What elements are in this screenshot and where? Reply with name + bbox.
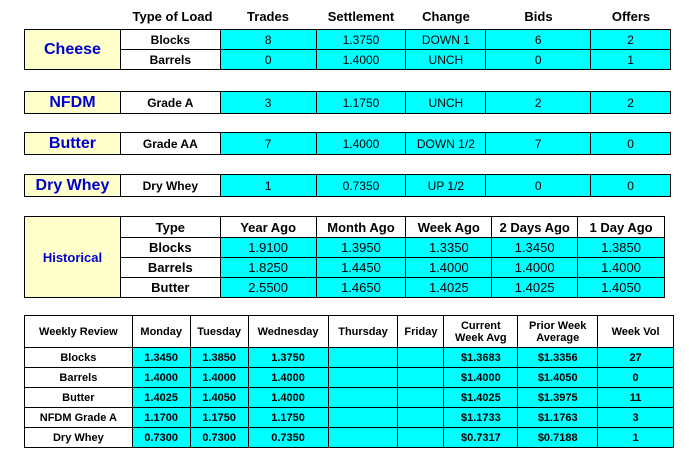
weekly-wednesday-cell: 1.1750 bbox=[248, 408, 328, 428]
cheese-label: Cheese bbox=[25, 30, 121, 70]
historical-cell: 1.3450 bbox=[492, 238, 578, 258]
header-trades: Trades bbox=[247, 9, 289, 24]
weekly-monday-cell: 1.1700 bbox=[132, 408, 190, 428]
weekly-thursday-cell bbox=[328, 408, 398, 428]
weekly-header-current-week-avg bbox=[444, 316, 518, 348]
drywhey-settlement: 0.7350 bbox=[316, 175, 406, 197]
drywhey-trades: 1 bbox=[220, 175, 316, 197]
header-bids: Bids bbox=[524, 9, 553, 24]
weekly-prior-avg-cell: $1.3975 bbox=[518, 388, 598, 408]
weekly-friday-cell bbox=[398, 388, 444, 408]
nfdm-bids: 2 bbox=[486, 92, 591, 114]
nfdm-table bbox=[24, 91, 671, 114]
historical-cell: 1.8250 bbox=[220, 258, 316, 278]
butter-offers: 0 bbox=[591, 133, 671, 155]
weekly-wednesday-cell: 0.7350 bbox=[248, 428, 328, 448]
cheese-blocks-offers: 2 bbox=[591, 30, 671, 50]
historical-cell: 2.5500 bbox=[220, 278, 316, 298]
weekly-current-avg-cell: $1.1733 bbox=[444, 408, 518, 428]
nfdm-label: NFDM bbox=[25, 92, 121, 114]
weekly-friday-cell bbox=[398, 428, 444, 448]
weekly-header-review: Weekly Review bbox=[25, 316, 133, 348]
weekly-thursday-cell bbox=[328, 368, 398, 388]
header-type-of-load: Type of Load bbox=[132, 9, 213, 24]
weekly-header-prior-line2: Average bbox=[536, 331, 580, 344]
weekly-monday-cell: 1.3450 bbox=[132, 348, 190, 368]
weekly-wednesday-cell: 1.4000 bbox=[248, 368, 328, 388]
weekly-prior-avg-cell: $1.4050 bbox=[518, 368, 598, 388]
cheese-barrels-change: UNCH bbox=[406, 50, 486, 70]
weekly-header-thursday: Thursday bbox=[328, 316, 398, 348]
historical-header-2-days-ago: 2 Days Ago bbox=[492, 217, 578, 238]
weekly-row-label: Barrels bbox=[25, 368, 133, 388]
drywhey-change: UP 1/2 bbox=[406, 175, 486, 197]
weekly-prior-avg-cell: $1.1763 bbox=[518, 408, 598, 428]
weekly-row-label: Dry Whey bbox=[25, 428, 133, 448]
weekly-review-table bbox=[24, 315, 674, 448]
historical-header-month-ago: Month Ago bbox=[316, 217, 406, 238]
nfdm-change: UNCH bbox=[406, 92, 486, 114]
weekly-monday-cell: 0.7300 bbox=[132, 428, 190, 448]
drywhey-label: Dry Whey bbox=[25, 175, 121, 197]
weekly-monday-cell: 1.4025 bbox=[132, 388, 190, 408]
weekly-tuesday-cell: 1.4000 bbox=[190, 368, 248, 388]
historical-cell: 1.4000 bbox=[406, 258, 492, 278]
butter-type: Grade AA bbox=[120, 133, 220, 155]
drywhey-type: Dry Whey bbox=[120, 175, 220, 197]
weekly-vol-cell: 11 bbox=[598, 388, 674, 408]
historical-row-label: Blocks bbox=[120, 238, 220, 258]
historical-cell: 1.4000 bbox=[578, 258, 665, 278]
cheese-blocks-type: Blocks bbox=[120, 30, 220, 50]
historical-cell: 1.4450 bbox=[316, 258, 406, 278]
weekly-wednesday-cell: 1.4000 bbox=[248, 388, 328, 408]
nfdm-trades: 3 bbox=[220, 92, 316, 114]
cheese-barrels-trades: 0 bbox=[220, 50, 316, 70]
weekly-header-prior-line1: Prior Week bbox=[529, 319, 587, 332]
weekly-header-friday: Friday bbox=[398, 316, 444, 348]
weekly-header-wednesday: Wednesday bbox=[248, 316, 328, 348]
header-settlement: Settlement bbox=[327, 9, 395, 24]
nfdm-settlement: 1.1750 bbox=[316, 92, 406, 114]
weekly-vol-cell: 3 bbox=[598, 408, 674, 428]
weekly-friday-cell bbox=[398, 348, 444, 368]
butter-change: DOWN 1/2 bbox=[406, 133, 486, 155]
weekly-prior-avg-cell: $0.7188 bbox=[518, 428, 598, 448]
butter-table bbox=[24, 132, 671, 155]
historical-cell: 1.3350 bbox=[406, 238, 492, 258]
weekly-header-week-vol: Week Vol bbox=[598, 316, 674, 348]
cheese-blocks-settlement: 1.3750 bbox=[316, 30, 406, 50]
historical-row-label: Barrels bbox=[120, 258, 220, 278]
weekly-tuesday-cell: 1.1750 bbox=[190, 408, 248, 428]
nfdm-type: Grade A bbox=[120, 92, 220, 114]
butter-bids: 7 bbox=[486, 133, 591, 155]
header-offers: Offers bbox=[611, 9, 651, 24]
cheese-barrels-type: Barrels bbox=[120, 50, 220, 70]
weekly-friday-cell bbox=[398, 368, 444, 388]
historical-header-type: Type bbox=[120, 217, 220, 238]
drywhey-offers: 0 bbox=[591, 175, 671, 197]
drywhey-table bbox=[24, 174, 671, 197]
historical-cell: 1.4025 bbox=[492, 278, 578, 298]
weekly-vol-cell: 0 bbox=[598, 368, 674, 388]
weekly-current-avg-cell: $1.4000 bbox=[444, 368, 518, 388]
weekly-tuesday-cell: 1.3850 bbox=[190, 348, 248, 368]
weekly-row-label: Butter bbox=[25, 388, 133, 408]
weekly-row-label: NFDM Grade A bbox=[25, 408, 133, 428]
weekly-thursday-cell bbox=[328, 348, 398, 368]
historical-cell: 1.4025 bbox=[406, 278, 492, 298]
cheese-barrels-bids: 0 bbox=[486, 50, 591, 70]
weekly-current-avg-cell: $1.3683 bbox=[444, 348, 518, 368]
weekly-tuesday-cell: 0.7300 bbox=[190, 428, 248, 448]
historical-cell: 1.9100 bbox=[220, 238, 316, 258]
weekly-friday-cell bbox=[398, 408, 444, 428]
weekly-wednesday-cell: 1.3750 bbox=[248, 348, 328, 368]
historical-cell: 1.4050 bbox=[578, 278, 665, 298]
weekly-current-avg-cell: $1.4025 bbox=[444, 388, 518, 408]
historical-label: Historical bbox=[25, 217, 121, 298]
weekly-thursday-cell bbox=[328, 428, 398, 448]
historical-header-year-ago: Year Ago bbox=[220, 217, 316, 238]
drywhey-bids: 0 bbox=[486, 175, 591, 197]
cheese-table bbox=[24, 29, 671, 70]
cheese-barrels-offers: 1 bbox=[591, 50, 671, 70]
butter-trades: 7 bbox=[220, 133, 316, 155]
weekly-thursday-cell bbox=[328, 388, 398, 408]
weekly-vol-cell: 1 bbox=[598, 428, 674, 448]
weekly-header-prior-week-average bbox=[518, 316, 598, 348]
butter-settlement: 1.4000 bbox=[316, 133, 406, 155]
cheese-blocks-trades: 8 bbox=[220, 30, 316, 50]
header-change: Change bbox=[422, 9, 470, 24]
weekly-header-current-line1: Current bbox=[460, 319, 501, 332]
weekly-prior-avg-cell: $1.3356 bbox=[518, 348, 598, 368]
historical-header-week-ago: Week Ago bbox=[406, 217, 492, 238]
historical-cell: 1.4000 bbox=[492, 258, 578, 278]
historical-header-1-day-ago: 1 Day Ago bbox=[578, 217, 665, 238]
historical-cell: 1.4650 bbox=[316, 278, 406, 298]
cheese-barrels-settlement: 1.4000 bbox=[316, 50, 406, 70]
weekly-current-avg-cell: $0.7317 bbox=[444, 428, 518, 448]
cheese-blocks-change: DOWN 1 bbox=[406, 30, 486, 50]
weekly-header-monday: Monday bbox=[132, 316, 190, 348]
nfdm-offers: 2 bbox=[591, 92, 671, 114]
cheese-blocks-bids: 6 bbox=[486, 30, 591, 50]
weekly-tuesday-cell: 1.4050 bbox=[190, 388, 248, 408]
weekly-monday-cell: 1.4000 bbox=[132, 368, 190, 388]
historical-cell: 1.3950 bbox=[316, 238, 406, 258]
weekly-header-current-line2: Week Avg bbox=[455, 331, 507, 344]
historical-cell: 1.3850 bbox=[578, 238, 665, 258]
historical-table bbox=[24, 216, 665, 298]
historical-row-label: Butter bbox=[120, 278, 220, 298]
weekly-vol-cell: 27 bbox=[598, 348, 674, 368]
weekly-header-tuesday: Tuesday bbox=[190, 316, 248, 348]
butter-label: Butter bbox=[25, 133, 121, 155]
weekly-row-label: Blocks bbox=[25, 348, 133, 368]
